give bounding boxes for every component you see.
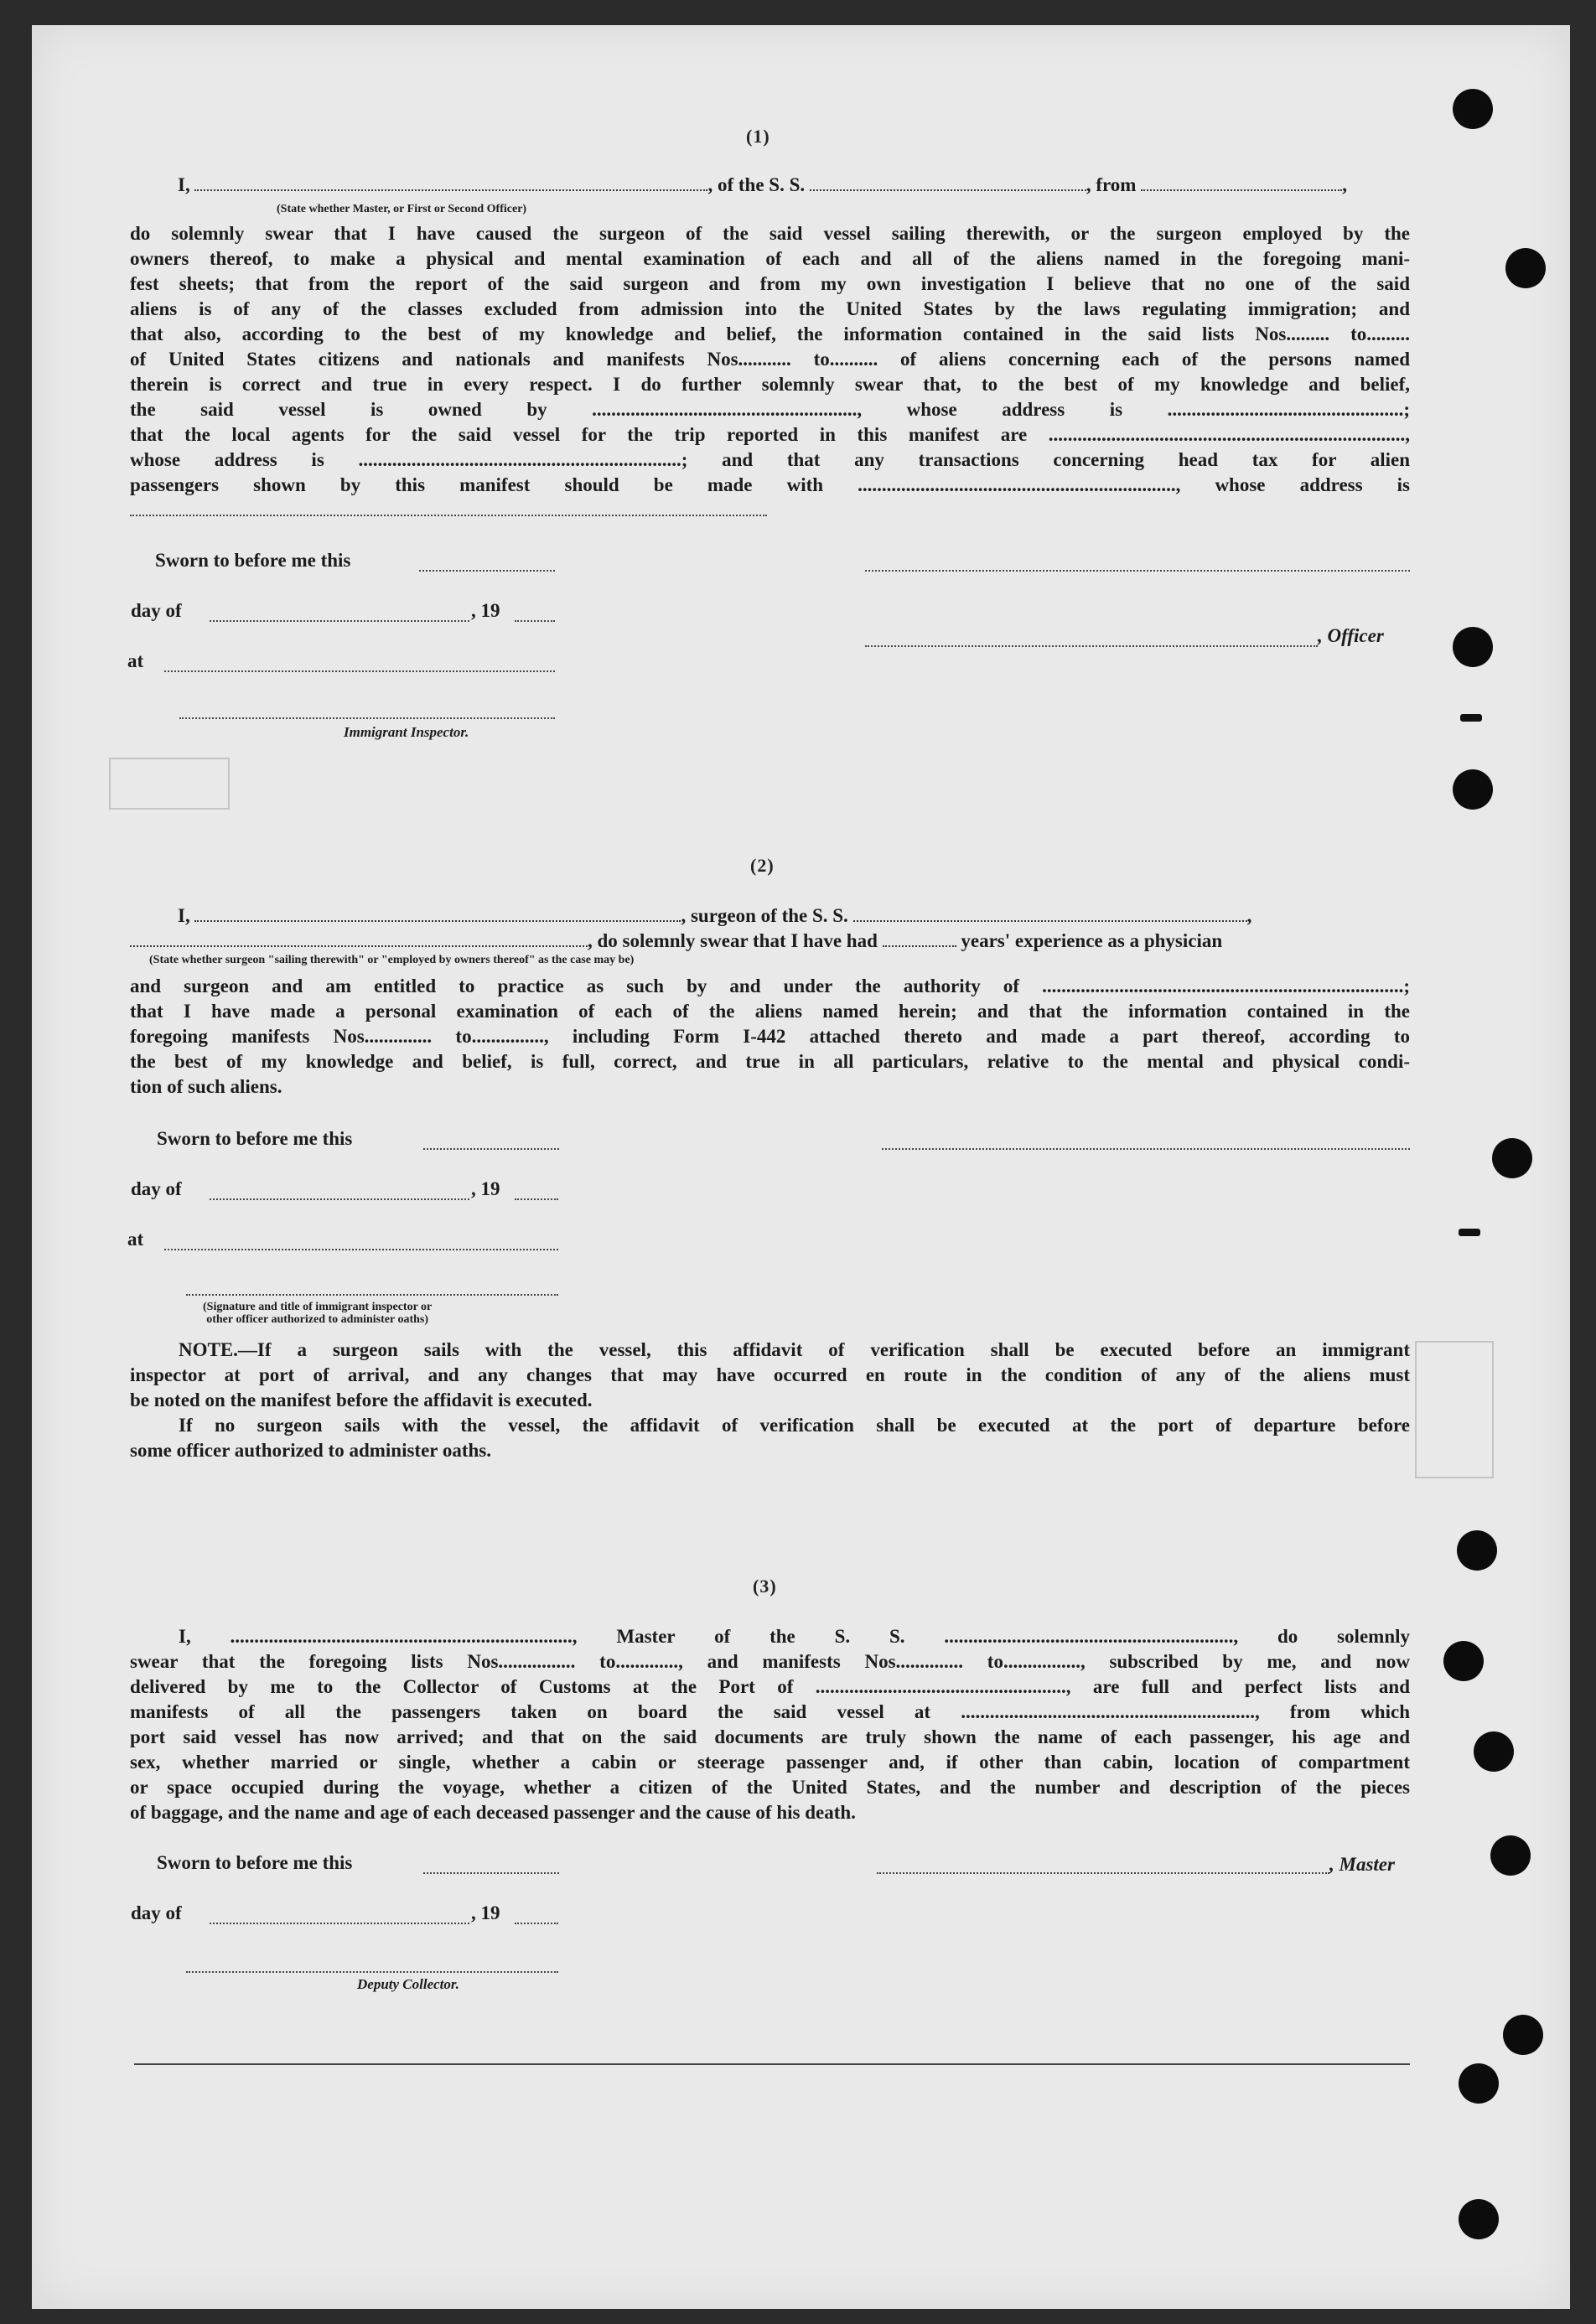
bleed-through-stamp [1415, 1341, 1494, 1478]
punch-hole [1459, 2199, 1499, 2239]
year-label: , 19 [471, 1902, 500, 1923]
officer-label: , Officer [1318, 625, 1384, 646]
oath-surgeon-line-2: , do solemnly swear that I have had years' experience as a physician [130, 930, 1222, 952]
signature-title-note: (Signature and title of immigrant inspector or other officer authorized to administer oaths) [203, 1301, 433, 1326]
oath-master-line: I, , of the S. S. , from , [178, 174, 1347, 195]
sworn-label: Sworn to before me this [157, 1128, 353, 1149]
master-signature-line [877, 1872, 1329, 1874]
punch-hole [1505, 248, 1546, 288]
year-line [515, 620, 555, 622]
surgeon-status-note: (State whether surgeon "sailing therewith" or "employed by owners thereof" as the case may be) [149, 954, 635, 966]
surgeon-signature-line [882, 1148, 1410, 1150]
officer-signature-line [865, 570, 1410, 572]
inspector-caption: Immigrant Inspector. [344, 724, 469, 740]
oath-master-body: do solemnly swear that I have caused the surgeon of the said vessel sailing therewith, or the surgeon employed by the owners thereof, to make a physical and mental examination of each and all of the aliens named in the foregoing mani- fest sheets; that from the report of the said surgeon and from my own investigation I believe that no one of the said aliens is of any of the classes excluded from admission into the United States by the laws regulating immigration; and that also, according to the best of my knowledge and belief, the information contained in the said lists Nos......... to......... of United States citizens and nationals and manifests Nos........... to.......... of aliens concerning each of the persons named therein is correct and true in every respect. I do further solemnly swear that, to the best of my knowledge and belief, the said vessel is owned by ......................................................., whose address is .................................................; that the local agents for the said vessel for the trip reported in this manifest are .........................................................................., whose address is ...................................................................; and that any transactions concerning head tax for alien passengers shown by this manifest should be made with .................................................................., whose address is [130, 223, 1410, 495]
day-label: day of [131, 1178, 182, 1199]
oath-surgeon-line: I, , surgeon of the S. S. , [178, 905, 1252, 926]
punch-hole [1490, 1835, 1531, 1876]
sworn-date-line [419, 570, 555, 572]
bottom-rule [134, 2063, 1410, 2065]
punch-hole [1474, 1731, 1514, 1772]
punch-hole [1443, 1641, 1484, 1681]
punch-hole [1453, 89, 1493, 129]
day-line [210, 620, 469, 622]
section-number: (1) [746, 126, 770, 147]
at-label: at [127, 650, 144, 671]
at-label: at [127, 1229, 144, 1250]
punch-mark [1459, 1229, 1480, 1236]
oath-master-arrival-body: I, ......................................................................., Master of the S. S. ............................................................, do solemnly swear that the foregoing lists Nos................ to............., and manifests Nos.............. to................, subscribed by me, and now delivered by me to the Collector of Customs at the Port of ...................................................., are full and perfect lists and manifests of all the passengers taken on board the said vessel at ............................................................., from which port said vessel has now arrived; and that on the said documents are truly shown the name of each passenger, his age and sex, whether married or single, whether a cabin or steerage passenger and, if other than cabin, location of compartment or space occupied during the voyage, whether a citizen of the United States, and the number and description of the pieces of baggage, and the name and age of each deceased passenger and the cause of his death. [130, 1626, 1410, 1823]
inspector-signature-line [186, 1294, 558, 1296]
inspector-signature-line [179, 717, 555, 719]
note-paragraph: NOTE.—If a surgeon sails with the vessel, this affidavit of verification shall be executed before an immigrant inspector at port of arrival, and any changes that may have occurred en route in the condition of any of the aliens must be noted on the manifest before the affidavit is executed. If no surgeon sails with the vessel, the affidavit of verification shall be executed at the port of departure before some officer authorized to administer oaths. [130, 1339, 1410, 1461]
master-title-note: (State whether Master, or First or Second Officer) [277, 203, 527, 215]
year-line [515, 1198, 558, 1200]
at-line [164, 1249, 558, 1250]
sworn-date-line [423, 1148, 559, 1150]
section-number: (2) [750, 855, 775, 876]
officer-line [865, 645, 1318, 647]
deputy-collector-caption: Deputy Collector. [357, 1976, 459, 1992]
year-label: , 19 [471, 600, 500, 621]
punch-hole [1457, 1530, 1497, 1571]
punch-mark [1460, 714, 1482, 722]
punch-hole [1492, 1138, 1532, 1178]
section-number: (3) [753, 1576, 777, 1597]
address-line [130, 515, 767, 516]
oath-surgeon-body: and surgeon and am entitled to practice as such by and under the authority of ...........................................................................; that I have made a personal examination of each of the aliens named herein; and that the information contained in the foregoing manifests Nos.............. to..............., including Form I-442 attached thereto and made a part thereof, according to the best of my knowledge and belief, is full, correct, and true in all particulars, relative to the mental and physical condi- tion of such aliens. [130, 976, 1410, 1097]
sworn-label: Sworn to before me this [157, 1852, 353, 1873]
year-line [515, 1923, 558, 1924]
year-label: , 19 [471, 1178, 500, 1199]
sworn-date-line [423, 1872, 559, 1874]
punch-hole [1453, 769, 1493, 810]
day-label: day of [131, 600, 182, 621]
bleed-through-stamp [109, 758, 230, 810]
at-line [164, 670, 555, 672]
punch-hole [1459, 2063, 1499, 2104]
day-line [210, 1198, 469, 1200]
collector-signature-line [186, 1971, 558, 1973]
punch-hole [1453, 627, 1493, 667]
day-label: day of [131, 1902, 182, 1923]
sworn-label: Sworn to before me this [155, 550, 351, 571]
punch-hole [1503, 2015, 1543, 2055]
day-line [210, 1923, 469, 1924]
master-label: , Master [1329, 1854, 1395, 1875]
